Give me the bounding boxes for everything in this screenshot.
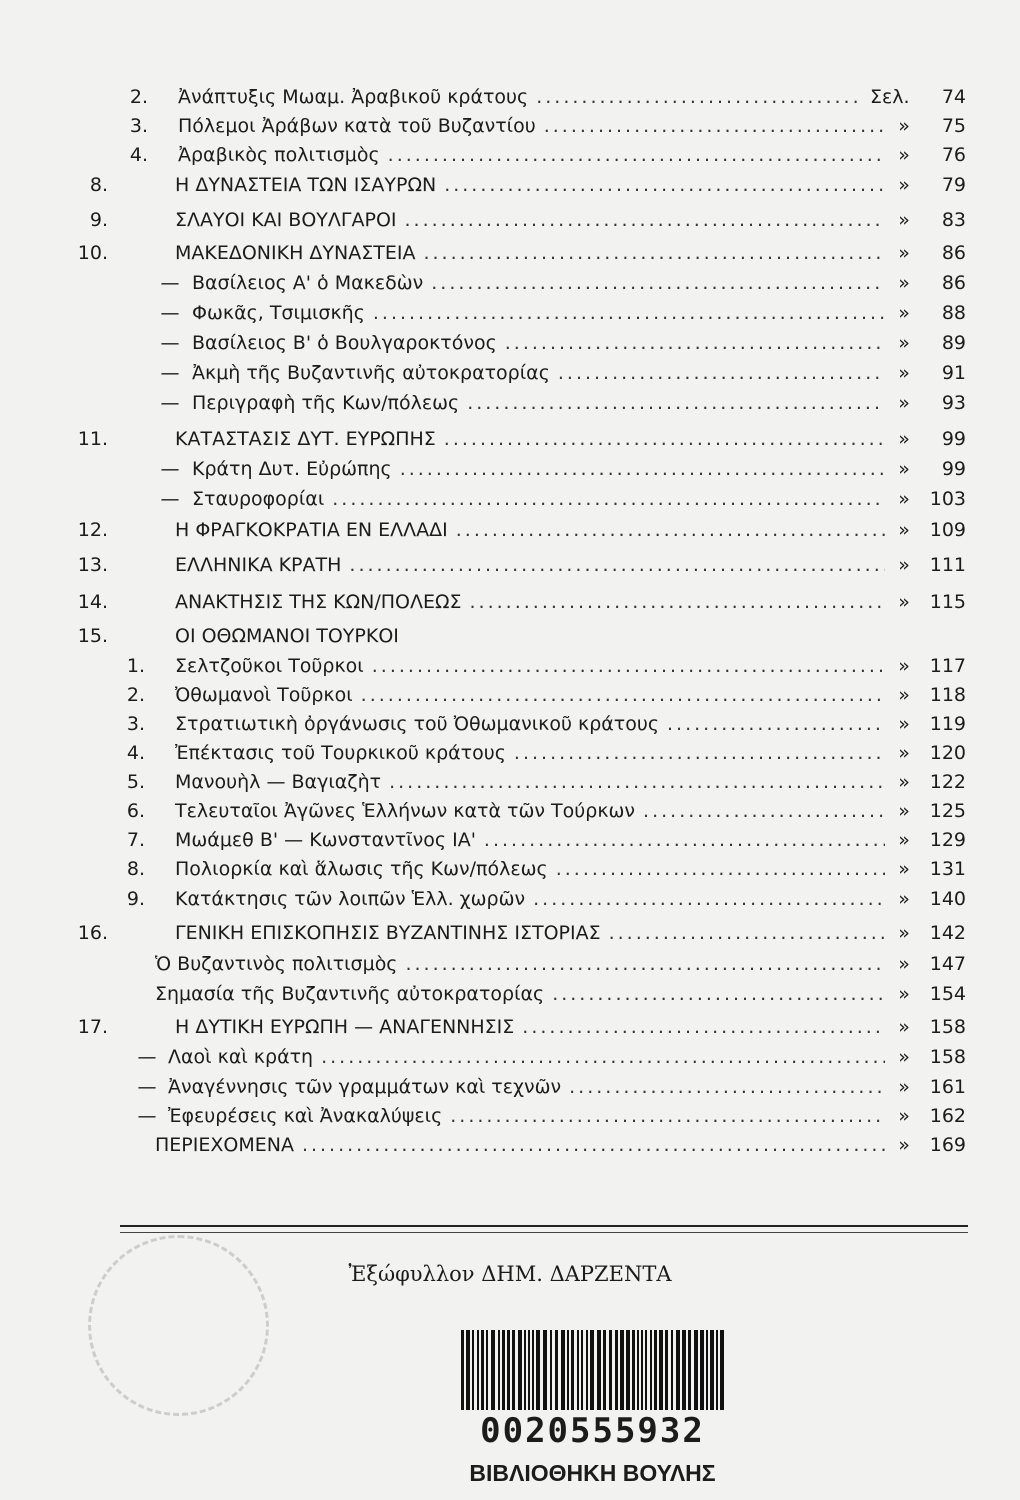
toc-entry-number: — xyxy=(160,332,180,354)
toc-entry-page: 161 xyxy=(929,1076,966,1098)
toc-entry xyxy=(0,680,1020,710)
toc-entry-page: 158 xyxy=(929,1016,966,1038)
toc-entry-page: 117 xyxy=(929,655,966,677)
toc-dot-leader xyxy=(609,918,885,948)
toc-entry-title: Σελτζοῦκοι Τοῦρκοι xyxy=(175,655,364,677)
toc-entry-number: 7. xyxy=(126,829,145,851)
toc-entry-number: 2. xyxy=(126,684,145,706)
barcode-bar xyxy=(632,1330,635,1410)
barcode-bar xyxy=(532,1330,534,1410)
toc-entry-page: 122 xyxy=(929,771,966,793)
toc-dot-leader xyxy=(514,738,885,768)
ditto-mark: » xyxy=(898,242,910,264)
toc-entry xyxy=(0,1042,1020,1072)
toc-entry xyxy=(0,515,1020,545)
ditto-mark: » xyxy=(898,771,910,793)
toc-dot-leader xyxy=(544,111,885,141)
toc-entry xyxy=(0,884,1020,914)
toc-entry-page: 99 xyxy=(941,458,966,480)
toc-entry-title: Κατάκτησις τῶν λοιπῶν Ἑλλ. χωρῶν xyxy=(175,888,526,910)
toc-entry-title: Ἀραβικὸς πολιτισμὸς xyxy=(178,144,380,166)
ditto-mark: » xyxy=(898,800,910,822)
toc-entry-page: 158 xyxy=(929,1046,966,1068)
toc-entry-title: Μωάμεθ Β' — Κωνσταντῖνος ΙΑ' xyxy=(175,829,476,851)
barcode-bar xyxy=(502,1330,505,1410)
toc-entry-title: Η ΔΥΝΑΣΤΕΙΑ ΤΩΝ ΙΣΑΥΡΩΝ xyxy=(175,174,437,196)
toc-entry-number: 5. xyxy=(126,771,145,793)
toc-dot-leader xyxy=(484,825,885,855)
toc-entry xyxy=(0,238,1020,268)
toc-entry xyxy=(0,1130,1020,1160)
barcode-bar xyxy=(528,1330,530,1410)
ditto-mark: » xyxy=(898,1076,910,1098)
toc-entry-title: ΟΙ ΟΘΩΜΑΝΟΙ ΤΟΥΡΚΟΙ xyxy=(175,625,399,647)
toc-entry-number: 2. xyxy=(129,86,148,108)
toc-entry xyxy=(0,111,1020,141)
toc-entry-page: 147 xyxy=(929,953,966,975)
ditto-mark: » xyxy=(898,1016,910,1038)
toc-entry-title: Τελευταῖοι Ἀγῶνες Ἑλλήνων κατὰ τῶν Τούρκων xyxy=(175,800,636,822)
toc-entry xyxy=(0,738,1020,768)
toc-entry-number: — xyxy=(160,488,180,510)
ditto-mark: » xyxy=(898,115,910,137)
toc-entry-page: 88 xyxy=(941,302,966,324)
toc-dot-leader xyxy=(302,1130,885,1160)
library-name: ΒΙΒΛΙΟΘΗΚΗ ΒΟΥΛΗΣ xyxy=(469,1460,716,1486)
toc-entry xyxy=(0,82,1020,112)
toc-entry xyxy=(0,825,1020,855)
toc-entry-title: Περιγραφὴ τῆς Κων/πόλεως xyxy=(192,392,460,414)
toc-entry-number: — xyxy=(160,272,180,294)
ditto-mark: » xyxy=(898,488,910,510)
toc-dot-leader xyxy=(522,1012,885,1042)
barcode-bar xyxy=(536,1330,540,1410)
toc-entry xyxy=(0,796,1020,826)
toc-entry xyxy=(0,424,1020,454)
barcode-bar xyxy=(603,1330,606,1410)
ditto-mark: » xyxy=(898,458,910,480)
toc-entry-page: 93 xyxy=(941,392,966,414)
toc-entry-page: 169 xyxy=(929,1134,966,1156)
toc-entry-title: Η ΔΥΤΙΚΗ ΕΥΡΩΠΗ — ΑΝΑΓΕΝΝΗΣΙΣ xyxy=(175,1016,515,1038)
toc-entry-page: 83 xyxy=(941,209,966,231)
toc-entry-number: — xyxy=(160,362,180,384)
toc-entry-page: 154 xyxy=(929,983,966,1005)
ditto-mark: » xyxy=(898,428,910,450)
barcode-bar xyxy=(481,1330,484,1410)
barcode-bar xyxy=(586,1330,588,1410)
barcode-bar xyxy=(665,1330,668,1410)
barcode-bar xyxy=(461,1330,464,1410)
toc-entry-number: — xyxy=(160,392,180,414)
barcode-bar xyxy=(491,1330,495,1410)
toc-entry-page: 79 xyxy=(941,174,966,196)
toc-dot-leader xyxy=(388,140,885,170)
barcode-bar xyxy=(466,1330,470,1410)
barcode-bar xyxy=(654,1330,657,1410)
toc-entry-title: ΠΕΡΙΕΧΟΜΕΝΑ xyxy=(155,1134,294,1156)
barcode-bar xyxy=(567,1330,569,1410)
toc-entry-number: 4. xyxy=(126,742,145,764)
barcode-bar xyxy=(477,1330,479,1410)
barcode-bar xyxy=(716,1330,718,1410)
ditto-mark: » xyxy=(898,983,910,1005)
barcode-bar xyxy=(597,1330,601,1410)
toc-dot-leader xyxy=(467,388,885,418)
barcode-bar xyxy=(637,1330,639,1410)
barcode-bar xyxy=(671,1330,673,1410)
ditto-mark: » xyxy=(898,392,910,414)
toc-dot-leader xyxy=(667,709,885,739)
barcode-bar xyxy=(524,1330,526,1410)
barcode-bar xyxy=(518,1330,522,1410)
toc-dot-leader xyxy=(405,949,885,979)
toc-entry xyxy=(0,621,1020,651)
toc-entry xyxy=(0,298,1020,328)
toc-dot-leader xyxy=(389,767,885,797)
toc-entry-number: — xyxy=(137,1076,157,1098)
barcode-bar xyxy=(694,1330,698,1410)
barcode-number: 0020555932 xyxy=(480,1411,705,1451)
ditto-mark: » xyxy=(898,332,910,354)
toc-entry xyxy=(0,979,1020,1009)
barcode-bar xyxy=(710,1330,714,1410)
toc-entry xyxy=(0,388,1020,418)
toc-dot-leader xyxy=(349,550,885,580)
cover-credit: Ἐξώφυλλον ΔΗΜ. ΔΑΡΖΕΝΤΑ xyxy=(348,1262,672,1286)
barcode-bar xyxy=(609,1330,612,1410)
toc-entry xyxy=(0,205,1020,235)
toc-entry-page: 115 xyxy=(929,591,966,613)
toc-dot-leader xyxy=(444,170,885,200)
toc-entry-number: 4. xyxy=(129,144,148,166)
ditto-mark: » xyxy=(898,591,910,613)
toc-entry-title: Βασίλειος Α' ὁ Μακεδὼν xyxy=(192,272,424,294)
toc-entry-number: 16. xyxy=(77,922,108,944)
toc-entry-title: ΚΑΤΑΣΤΑΣΙΣ ΔΥΤ. ΕΥΡΩΠΗΣ xyxy=(175,428,436,450)
barcode-bar xyxy=(590,1330,594,1410)
toc-entry-page: 120 xyxy=(929,742,966,764)
divider-rule-thin xyxy=(120,1232,968,1233)
toc-entry-title: Ἀνάπτυξις Μωαμ. Ἀραβικοῦ κράτους xyxy=(178,86,529,108)
toc-entry-page: 140 xyxy=(929,888,966,910)
toc-entry-page: 75 xyxy=(941,115,966,137)
toc-entry-number: 8. xyxy=(89,174,108,196)
toc-entry-number: 8. xyxy=(126,858,145,880)
toc-dot-leader xyxy=(321,1042,885,1072)
toc-entry xyxy=(0,328,1020,358)
ditto-mark: » xyxy=(898,888,910,910)
barcode-bar xyxy=(700,1330,704,1410)
toc-entry-page: 129 xyxy=(929,829,966,851)
toc-entry-title: ΕΛΛΗΝΙΚΑ ΚΡΑΤΗ xyxy=(175,554,342,576)
toc-dot-leader xyxy=(558,358,885,388)
ditto-mark: » xyxy=(898,655,910,677)
toc-entry-title: Ἀναγέννησις τῶν γραμμάτων καὶ τεχνῶν xyxy=(168,1076,562,1098)
barcode-label xyxy=(455,1330,730,1487)
toc-dot-leader xyxy=(533,884,885,914)
toc-entry-page: 111 xyxy=(929,554,966,576)
toc-entry-page: 119 xyxy=(929,713,966,735)
barcode-bar xyxy=(486,1330,488,1410)
ditto-mark: » xyxy=(898,1134,910,1156)
barcode-icon xyxy=(455,1330,730,1410)
toc-entry xyxy=(0,918,1020,948)
barcode-bar xyxy=(550,1330,552,1410)
toc-entry-title: Φωκᾶς, Τσιμισκῆς xyxy=(192,302,365,324)
toc-entry-title: Πόλεμοι Ἀράβων κατὰ τοῦ Βυζαντίου xyxy=(178,115,536,137)
toc-entry-number: 9. xyxy=(126,888,145,910)
toc-dot-leader xyxy=(431,268,885,298)
toc-entry xyxy=(0,140,1020,170)
toc-entry-number: 14. xyxy=(77,591,108,613)
toc-entry-title: Η ΦΡΑΓΚΟΚΡΑΤΙΑ ΕΝ ΕΛΛΑΔΙ xyxy=(175,519,448,541)
ditto-mark: » xyxy=(898,554,910,576)
barcode-bar xyxy=(543,1330,547,1410)
barcode-bar xyxy=(512,1330,515,1410)
toc-entry-page: 118 xyxy=(929,684,966,706)
toc-entry xyxy=(0,854,1020,884)
barcode-bar xyxy=(555,1330,558,1410)
ditto-mark: » xyxy=(898,1046,910,1068)
barcode-bar xyxy=(577,1330,579,1410)
toc-entry-page: 89 xyxy=(941,332,966,354)
barcode-bar xyxy=(676,1330,680,1410)
barcode-bar xyxy=(626,1330,630,1410)
toc-entry-title: Σταυροφορίαι xyxy=(192,488,325,510)
toc-entry-number: — xyxy=(137,1105,157,1127)
toc-entry-number: 10. xyxy=(77,242,108,264)
toc-dot-leader xyxy=(400,454,885,484)
toc-entry-title: Κράτη Δυτ. Εὐρώπης xyxy=(192,458,392,480)
ditto-mark: » xyxy=(898,209,910,231)
barcode-bar xyxy=(659,1330,663,1410)
toc-dot-leader xyxy=(456,515,885,545)
toc-entry xyxy=(0,1072,1020,1102)
ditto-mark: » xyxy=(898,174,910,196)
toc-entry xyxy=(0,1012,1020,1042)
toc-entry xyxy=(0,454,1020,484)
toc-dot-leader xyxy=(361,680,885,710)
toc-dot-leader xyxy=(505,328,885,358)
toc-entry-number: 17. xyxy=(77,1016,108,1038)
barcode-bar xyxy=(561,1330,565,1410)
toc-entry xyxy=(0,587,1020,617)
toc-entry-page: 142 xyxy=(929,922,966,944)
toc-dot-leader xyxy=(423,238,885,268)
toc-entry xyxy=(0,949,1020,979)
toc-entry xyxy=(0,550,1020,580)
toc-entry-page: 99 xyxy=(941,428,966,450)
toc-dot-leader xyxy=(556,854,885,884)
toc-entry xyxy=(0,170,1020,200)
barcode-bar xyxy=(645,1330,647,1410)
toc-entry-number: 12. xyxy=(77,519,108,541)
page-label: Σελ. xyxy=(870,86,910,108)
toc-dot-leader xyxy=(450,1101,885,1131)
toc-entry-number: 15. xyxy=(77,625,108,647)
barcode-bar xyxy=(581,1330,583,1410)
toc-entry-number: 6. xyxy=(126,800,145,822)
ditto-mark: » xyxy=(898,1105,910,1127)
barcode-bar xyxy=(641,1330,643,1410)
toc-entry-number: 3. xyxy=(126,713,145,735)
ditto-mark: » xyxy=(898,144,910,166)
toc-entry-title: ΓΕΝΙΚΗ ΕΠΙΣΚΟΠΗΣΙΣ ΒΥΖΑΝΤΙΝΗΣ ΙΣΤΟΡΙΑΣ xyxy=(175,922,601,944)
toc-entry xyxy=(0,268,1020,298)
barcode-bar xyxy=(620,1330,624,1410)
ditto-mark: » xyxy=(898,713,910,735)
toc-entry-page: 76 xyxy=(941,144,966,166)
divider-rule xyxy=(120,1225,968,1227)
ditto-mark: » xyxy=(898,858,910,880)
toc-entry-title: Ἐφευρέσεις καὶ Ἀνακαλύψεις xyxy=(168,1105,443,1127)
toc-entry xyxy=(0,767,1020,797)
barcode-bar xyxy=(720,1330,724,1410)
toc-entry-title: ΜΑΚΕΔΟΝΙΚΗ ΔΥΝΑΣΤΕΙΑ xyxy=(175,242,416,264)
ditto-mark: » xyxy=(898,922,910,944)
toc-entry-title: ΑΝΑΚΤΗΣΙΣ ΤΗΣ ΚΩΝ/ΠΟΛΕΩΣ xyxy=(175,591,462,613)
toc-entry-page: 109 xyxy=(929,519,966,541)
barcode-bar xyxy=(706,1330,708,1410)
toc-entry-page: 86 xyxy=(941,242,966,264)
ditto-mark: » xyxy=(898,362,910,384)
toc-dot-leader xyxy=(470,587,885,617)
toc-dot-leader xyxy=(444,424,885,454)
barcode-bar xyxy=(507,1330,510,1410)
ditto-mark: » xyxy=(898,742,910,764)
toc-dot-leader xyxy=(536,82,860,112)
toc-entry-page: 74 xyxy=(941,86,966,108)
toc-entry-number: — xyxy=(160,302,180,324)
toc-entry-page: 86 xyxy=(941,272,966,294)
toc-entry xyxy=(0,1101,1020,1131)
toc-entry-title: Ὀθωμανοὶ Τοῦρκοι xyxy=(175,684,353,706)
toc-entry-number: 1. xyxy=(126,655,145,677)
toc-entry-number: 3. xyxy=(129,115,148,137)
toc-entry xyxy=(0,709,1020,739)
toc-entry xyxy=(0,358,1020,388)
toc-entry-page: 162 xyxy=(929,1105,966,1127)
ditto-mark: » xyxy=(898,829,910,851)
barcode-bar xyxy=(682,1330,686,1410)
toc-entry-title: Στρατιωτικὴ ὀργάνωσις τοῦ Ὀθωμανικοῦ κράτους xyxy=(175,713,660,735)
toc-dot-leader xyxy=(643,796,885,826)
ditto-mark: » xyxy=(898,302,910,324)
toc-entry-number: — xyxy=(137,1046,157,1068)
toc-entry-number: — xyxy=(160,458,180,480)
toc-entry-title: Πολιορκία καὶ ἅλωσις τῆς Κων/πόλεως xyxy=(175,858,548,880)
toc-entry xyxy=(0,484,1020,514)
toc-entry-page: 125 xyxy=(929,800,966,822)
toc-entry-number: 9. xyxy=(89,209,108,231)
ditto-mark: » xyxy=(898,684,910,706)
barcode-bar xyxy=(615,1330,618,1410)
toc-entry xyxy=(0,651,1020,681)
toc-dot-leader xyxy=(372,651,885,681)
barcode-bar xyxy=(688,1330,691,1410)
toc-entry-number: 13. xyxy=(77,554,108,576)
toc-dot-leader xyxy=(373,298,885,328)
toc-entry-title: Μανουὴλ — Βαγιαζὴτ xyxy=(175,771,382,793)
toc-dot-leader xyxy=(552,979,885,1009)
ditto-mark: » xyxy=(898,519,910,541)
toc-entry-title: ΣΛΑΥΟΙ ΚΑΙ ΒΟΥΛΓΑΡΟΙ xyxy=(175,209,397,231)
toc-dot-leader xyxy=(332,484,885,514)
toc-entry-title: Ἀκμὴ τῆς Βυζαντινῆς αὐτοκρατορίας xyxy=(192,362,550,384)
barcode-bar xyxy=(650,1330,652,1410)
toc-entry-title: Ἐπέκτασις τοῦ Τουρκικοῦ κράτους xyxy=(175,742,506,764)
toc-entry-page: 131 xyxy=(929,858,966,880)
toc-entry-page: 91 xyxy=(941,362,966,384)
toc-entry-title: Σημασία τῆς Βυζαντινῆς αὐτοκρατορίας xyxy=(155,983,545,1005)
toc-entry-title: Βασίλειος Β' ὁ Βουλγαροκτόνος xyxy=(192,332,497,354)
barcode-bar xyxy=(498,1330,500,1410)
toc-dot-leader xyxy=(569,1072,885,1102)
ditto-mark: » xyxy=(898,953,910,975)
toc-entry-number: 11. xyxy=(77,428,108,450)
toc-entry-page: 103 xyxy=(929,488,966,510)
barcode-bars xyxy=(455,1330,730,1410)
toc-dot-leader xyxy=(405,205,886,235)
barcode-bar xyxy=(571,1330,574,1410)
barcode-bar xyxy=(472,1330,474,1410)
ditto-mark: » xyxy=(898,272,910,294)
toc-entry-title: Λαοὶ καὶ κράτη xyxy=(168,1046,314,1068)
toc-entry-title: Ὁ Βυζαντινὸς πολιτισμὸς xyxy=(155,953,398,975)
